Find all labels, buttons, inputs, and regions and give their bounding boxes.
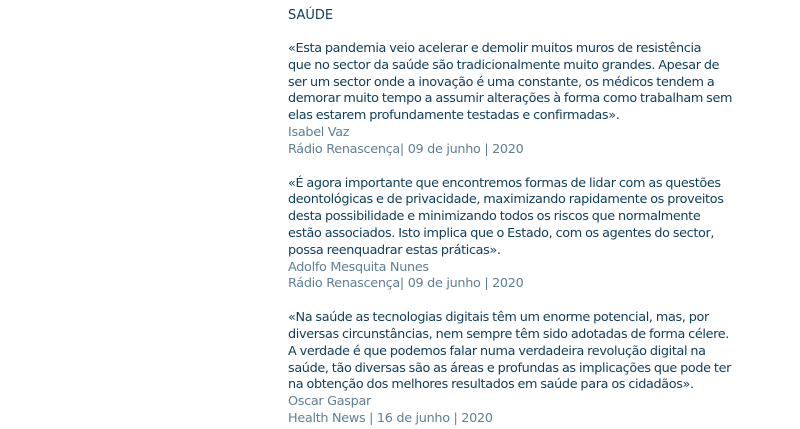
quote-line: deontológicas e de privacidade, maximizando rapidamente os proveitos xyxy=(288,192,724,208)
quote-text xyxy=(288,41,733,125)
quote-line: demorar muito tempo a assumir alterações à forma como trabalham sem xyxy=(288,91,733,107)
quote-line: saúde, tão diversas são as áreas e profundas as implicações que pode ter xyxy=(288,360,732,376)
quote-line: ser um sector onde a inovação é uma constante, os médicos tendem a xyxy=(288,74,715,90)
quote-block xyxy=(288,176,733,294)
quote-author: Adolfo Mesquita Nunes xyxy=(288,259,429,275)
quote-block xyxy=(288,41,733,159)
quote-line: «Na saúde as tecnologias digitais têm um enorme potencial, mas, por xyxy=(288,310,709,326)
quote-author: Oscar Gaspar xyxy=(288,394,371,410)
quote-line: estão associados. Isto implica que o Estado, com os agentes do sector, xyxy=(288,225,715,241)
quote-source: Rádio Renascença| 09 de junho | 2020 xyxy=(288,276,524,292)
quote-line: na obtenção dos melhores resultados em saúde para os cidadãos». xyxy=(288,377,694,393)
quote-line: elas estarem profundamente testadas e confirmadas». xyxy=(288,108,620,124)
quote-line: que no sector da saúde são tradicionalmente muito grandes. Apesar de xyxy=(288,57,720,73)
quote-line: possa reenquadrar estas práticas». xyxy=(288,242,501,258)
quote-line: «É agora importante que encontremos formas de lidar com as questões xyxy=(288,175,721,191)
quote-source: Rádio Renascença| 09 de junho | 2020 xyxy=(288,141,524,157)
quote-author: Isabel Vaz xyxy=(288,124,350,140)
quote-source: Health News | 16 de junho | 2020 xyxy=(288,410,493,426)
quote-line: «Esta pandemia veio acelerar e demolir muitos muros de resistência xyxy=(288,41,702,56)
quote-line: A verdade é que podemos falar numa verdadeira revolução digital na xyxy=(288,343,706,359)
quote-block xyxy=(288,310,733,428)
section-title: SAÚDE xyxy=(288,8,334,23)
quote-line: desta possibilidade e minimizando todos os riscos que normalmente xyxy=(288,209,701,225)
quote-text xyxy=(288,176,733,260)
quote-line: diversas circunstâncias, nem sempre têm sido adotadas de forma célere. xyxy=(288,326,729,342)
quote-text xyxy=(288,310,733,394)
quotes-column xyxy=(288,7,733,429)
